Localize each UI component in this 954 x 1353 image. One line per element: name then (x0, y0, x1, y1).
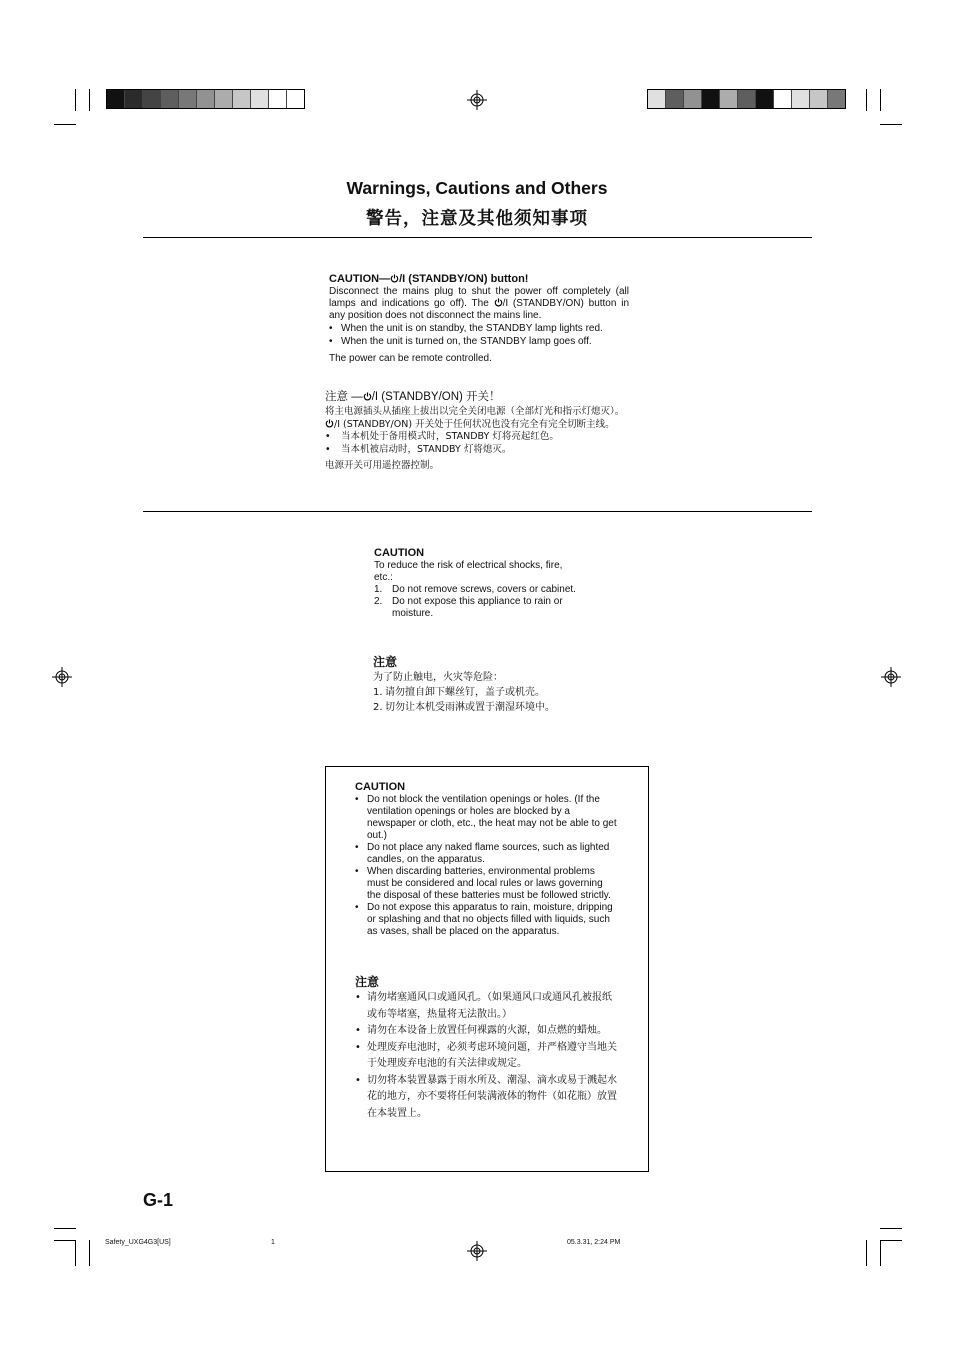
color-calibration-bar-left (106, 89, 305, 109)
box-caution-en (355, 780, 617, 938)
color-swatch (215, 90, 233, 108)
list-item: • Do not place any naked flame sources, such as lighted candles, on the apparatus. (355, 842, 610, 865)
standby-caution-text: Disconnect the mains plug to shut the power off completely (all lamps and indications go off). The /I (STANDBY/ON) button in any position does not disconnect the mains line. (329, 286, 629, 321)
list-item: • When discarding batteries, environmental problems must be considered and local rules or laws governing the disposal of these batteries must be followed strictly. (355, 866, 611, 901)
color-swatch (792, 90, 810, 108)
list-item: • 当本机被启动时，STANDBY 灯将熄灭。 (325, 443, 512, 455)
list-item: 1. Do not remove screws, covers or cabinet. (374, 584, 576, 595)
shock-caution-en (374, 546, 579, 620)
shock-caution-zh (373, 654, 613, 715)
list-item: 2. Do not expose this appliance to rain or moisture. (374, 596, 563, 619)
standby-caution-zh (325, 389, 630, 473)
color-swatch (269, 90, 287, 108)
color-swatch (125, 90, 143, 108)
caution-intro: To reduce the risk of electrical shocks, fire, etc.: (374, 560, 563, 583)
list-item: • 切勿将本装置暴露于雨水所及、潮湿、滴水或易于溅起水花的地方，亦不要将任何装满液体的物件（如花瓶）放置在本装置上。 (355, 1074, 617, 1119)
color-swatch (161, 90, 179, 108)
list-item: • Do not block the ventilation openings or holes. (If the ventilation openings or holes are blocked by a newspaper or cloth, etc., the heat may not be able to get out.) (355, 794, 617, 841)
footer-page: 1 (271, 1239, 275, 1246)
box-caution-heading: CAUTION (355, 781, 406, 793)
color-swatch (666, 90, 684, 108)
power-standby-icon (390, 274, 399, 283)
standby-caution-heading-zh: 注意 — /I (STANDBY/ON) 开关！ (325, 391, 501, 403)
color-swatch (756, 90, 774, 108)
list-item: • 请勿在本设备上放置任何裸露的火源，如点燃的蜡烛。 (355, 1025, 607, 1036)
color-swatch (684, 90, 702, 108)
box-caution-zh (355, 974, 617, 1122)
registration-mark-icon (52, 667, 72, 687)
color-calibration-bar-right (647, 89, 846, 109)
list-item: • 当本机处于备用模式时，STANDBY 灯将亮起红色。 (325, 431, 559, 442)
registration-mark-icon (467, 1241, 487, 1261)
divider (143, 511, 812, 512)
color-swatch (107, 90, 125, 108)
caution-numbered-list-zh (373, 685, 613, 715)
remote-control-note-zh: 电源开关可用遥控器控制。 (325, 460, 440, 471)
color-swatch (738, 90, 756, 108)
list-item: • When the unit is turned on, the STANDBY lamp goes off. (329, 336, 592, 347)
box-bullet-list-zh (355, 990, 617, 1122)
color-swatch (233, 90, 251, 108)
standby-caution-text-zh: 将主电源插头从插座上拔出以完全关闭电源（全部灯光和指示灯熄灭）。/I (STANDBY/ON) 开关处于任何状况也没有完全有完全切断主线。 (325, 406, 625, 430)
color-swatch (143, 90, 161, 108)
page-number: G-1 (143, 1190, 174, 1210)
caution-intro-zh: 为了防止触电，火灾等危险： (373, 672, 503, 683)
color-swatch (197, 90, 215, 108)
divider (143, 237, 812, 238)
remote-control-note: The power can be remote controlled. (329, 353, 492, 364)
list-item: 2. 切勿让本机受雨淋或置于潮湿环境中。 (373, 702, 555, 713)
box-caution-heading-zh: 注意 (355, 975, 380, 989)
list-item: • 请勿堵塞通风口或通风孔。（如果通风口或通风孔被报纸或布等堵塞，热量将无法散出。） (355, 992, 612, 1020)
caution-numbered-list (374, 584, 579, 620)
color-swatch (702, 90, 720, 108)
color-swatch (287, 90, 304, 108)
registration-mark-icon (467, 90, 487, 110)
caution-heading-zh: 注意 (373, 655, 398, 669)
page-title-chinese: 警告，注意及其他须知事项 (366, 209, 588, 229)
list-item: • When the unit is on standby, the STANDBY lamp lights red. (329, 323, 603, 334)
caution-box (325, 766, 649, 1172)
standby-caution-en (329, 272, 629, 365)
list-item: • Do not expose this apparatus to rain, moisture, dripping or splashing and that no objects filled with liquids, such as vases, shall be placed on the apparatus. (355, 902, 613, 937)
color-swatch (810, 90, 828, 108)
color-swatch (179, 90, 197, 108)
color-swatch (251, 90, 269, 108)
power-standby-icon (494, 298, 503, 307)
power-standby-icon (325, 419, 334, 428)
list-item: 1. 请勿擅自卸下螺丝钉，盖子或机壳。 (373, 687, 545, 698)
standby-bullet-list (329, 323, 629, 348)
power-standby-icon (363, 392, 372, 401)
color-swatch (720, 90, 738, 108)
footer-datetime: 05.3.31, 2:24 PM (567, 1239, 621, 1246)
color-swatch (648, 90, 666, 108)
color-swatch (774, 90, 792, 108)
caution-heading: CAUTION (374, 547, 425, 559)
footer-filename: Safety_UXG4G3[US] (105, 1239, 171, 1246)
page-title: Warnings, Cautions and Others (346, 178, 608, 198)
standby-caution-heading: CAUTION— /I (STANDBY/ON) button! (329, 273, 529, 285)
box-bullet-list (355, 794, 617, 938)
color-swatch (828, 90, 845, 108)
list-item: • 处理废弃电池时，必须考虑环境问题，并严格遵守当地关于处理废弃电池的有关法律或规定。 (355, 1041, 617, 1069)
registration-mark-icon (881, 667, 901, 687)
standby-bullet-list-zh (325, 431, 630, 456)
